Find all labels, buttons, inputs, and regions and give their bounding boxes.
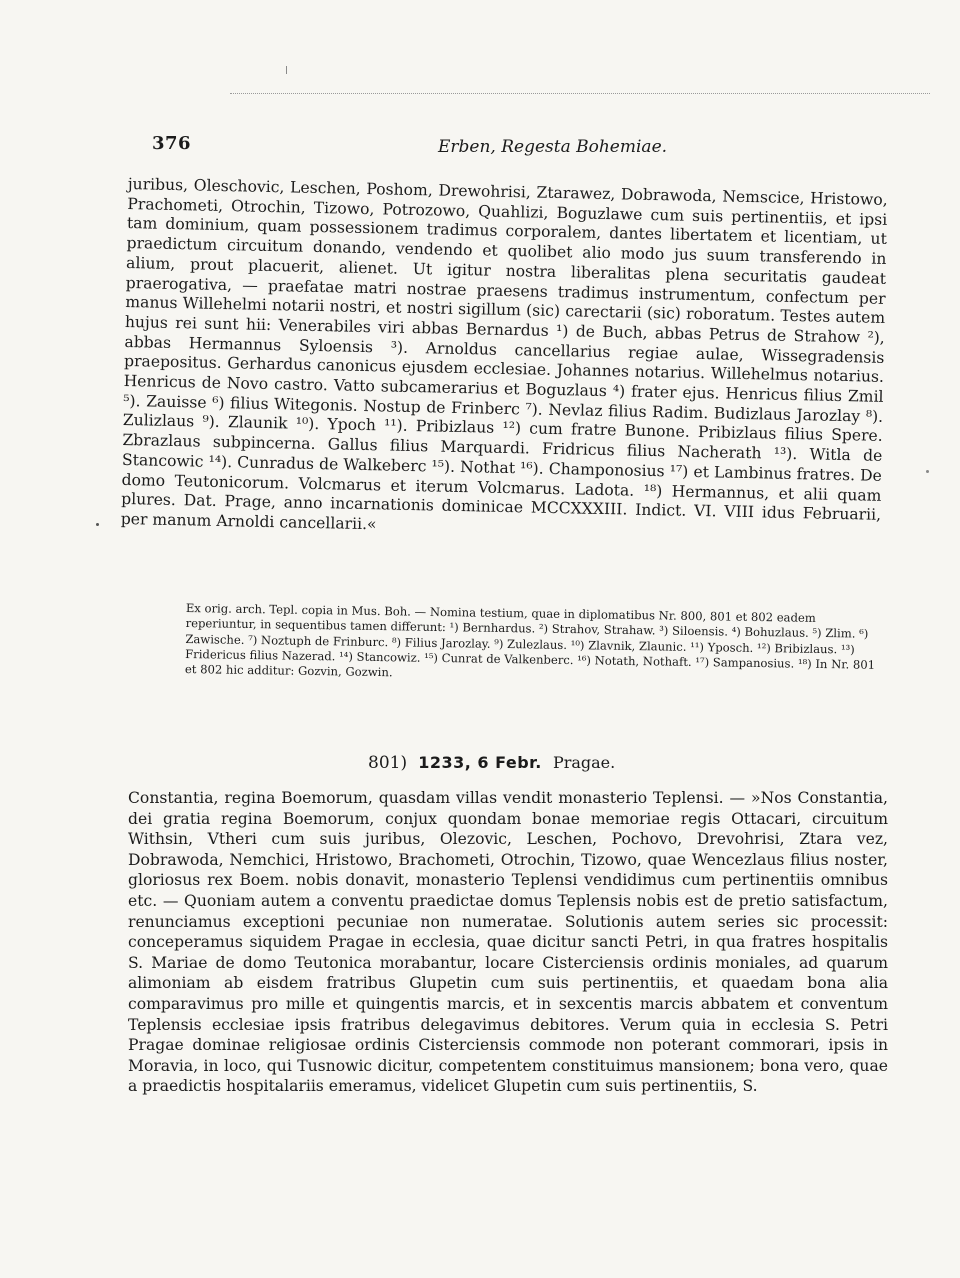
footnotes xyxy=(185,601,880,688)
page-mark xyxy=(286,66,287,74)
paragraph: juribus, Oleschovic, Leschen, Poshom, Drewohrisi, Ztarawez, Dobrawoda, Nemscice, Hristowo, Prachometi, Otrochin, Tizowo, Potrozowo, Quahlizi, Boguzlawe cum suis pertinentiis, et ipsi tam dominium, quam possessionem tradimus corporalem, dantes libertatem et licentiam, ut praedictum circuitum donando, vendendo et quolibet alio modo jus suum transferendo in alium, prout placuerit, alienet. Ut igitur nostra liberalitas plena securitatis gaudeat praerogativa, — praefatae matri nostrae praesens tradimus instrumentum, confectum per manus Willehelmi notarii nostri, et nostri sigillum (sic) carectarii (sic) roboratum. Testes autem hujus rei sunt hii: Venerabiles viri abbas Bernardus ¹) de Buch, abbas Petrus de Strahow ²), abbas Hermannus Syloensis ³). Arnoldus cancellarius regiae aulae, Wissegradensis praepositus. Gerhardus canonicus ejusdem ecclesiae. Johannes notarius. Willehelmus notarius. Henricus de Novo castro. Vatto subcamerarius et Boguzlaus ⁴) frater ejus. Henricus filius Zmil ⁵). Zauisse ⁶) filius Witegonis. Nostup de Frinberc ⁷). Nevlaz filius Radim. Budizlaus Jarozlay ⁸). Zulizlaus ⁹). Zlaunik ¹⁰). Ypoch ¹¹). Pribizlaus ¹²) cum fratre Bunone. Pribizlaus filius Spere. Zbrazlaus subpincerna. Gallus filius Marquardi. Fridricus filius Nacherath ¹³). Witla de Stancowic ¹⁴). Cunradus de Walkeberc ¹⁵). Nothat ¹⁶). Champonosius ¹⁷) et Lambinus fratres. De domo Teutonicorum. Volcmarus et iterum Volcmarus. Ladota. ¹⁸) Hermannus, et alii quam plures. Dat. Prage, anno incarnationis dominicae MCCXXXIII. Indict. VI. VIII idus Februarii, per manum Arnoldi cancellarii.« xyxy=(120,175,888,534)
text-block-entry xyxy=(128,788,888,1097)
entry-heading xyxy=(368,753,615,773)
footnote: Ex orig. arch. Tepl. copia in Mus. Boh. — Nomina testium, quae in diplomatibus Nr. 800, 801 et 802 eadem reperiuntur, in sequentibus tamen differunt: ¹) Bernhardus. ²) Strahov, Strahaw. ³) Siloensis. ⁴) Bohuzlaus. ⁵) Zlim. ⁶) Zawische. ⁷) Noztuph de Frinburc. ⁸) Filius Jarozlay. ⁹) Zulezlaus. ¹⁰) Zlavnik, Zlaunic. ¹¹) Yposch. ¹²) Bribizlaus. ¹³) Fridericus filius Nazerad. ¹⁴) Stancowiz. ¹⁵) Cunrat de Valkenberc. ¹⁶) Notath, Nothaft. ¹⁷) Sampanosius. ¹⁸) In Nr. 801 et 802 hic additur: Gozvin, Gozwin. xyxy=(184,601,876,680)
entry-date: 1233, 6 Febr. xyxy=(418,753,542,772)
page-number: 376 xyxy=(152,133,192,154)
running-head: Erben, Regesta Bohemiae. xyxy=(438,137,668,157)
paragraph: Constantia, regina Boemorum, quasdam villas vendit monasterio Teplensi. — »Nos Constantia, dei gratia regina Boemorum, conjux quondam bonae memoriae regis Ottacari, circuitum Withsin, Vtheri cum suis juribus, Olezovic, Leschen, Pochovo, Drevohrisi, Ztara vez, Dobrawoda, Nemchici, Hristowo, Brachometi, Otrochin, Tizowo, quae Wencezlaus filius noster, gloriosus rex Boem. nobis donavit, monasterio Teplensi vendidimus cum pertinentiis omnibus etc. — Quoniam autem a conventu praedictae domus Teplensis nobis est de pretio satisfactum, renunciamus exceptioni pecuniae non numeratae. Solutionis autem series sic processit: conceperamus siquidem Pragae in ecclesia, quae dicitur sancti Petri, in qua fratres hospitalis S. Mariae de domo Teutonica morabantur, locare Cisterciensis ordinis moniales, ad quarum alimoniam ab eisdem fratribus Glupetin cum suis pertinentiis, et quaedam bona alia comparavimus pro mille et quingentis marcis, et in sexcentis marcis abbatem et conventum Teplensis ecclesiae ipsis fratribus delegavimus debitores. Verum quia in ecclesia S. Petri Pragae dominae religiosae ordinis Cisterciensis commode non poterant commorari, ipsis in Moravia, in loco, qui Tusnowic dicitur, competentem constituimus mansionem; bona vero, quae a praedictis hospitalariis emeramus, videlicet Glupetin cum suis pertinentiis, S. xyxy=(128,789,888,1096)
margin-speck xyxy=(926,470,929,473)
entry-number: 801) xyxy=(368,753,408,773)
entry-place: Pragae. xyxy=(552,753,616,772)
margin-speck xyxy=(96,523,99,526)
text-block-continued xyxy=(121,175,888,545)
top-rule xyxy=(230,93,930,94)
